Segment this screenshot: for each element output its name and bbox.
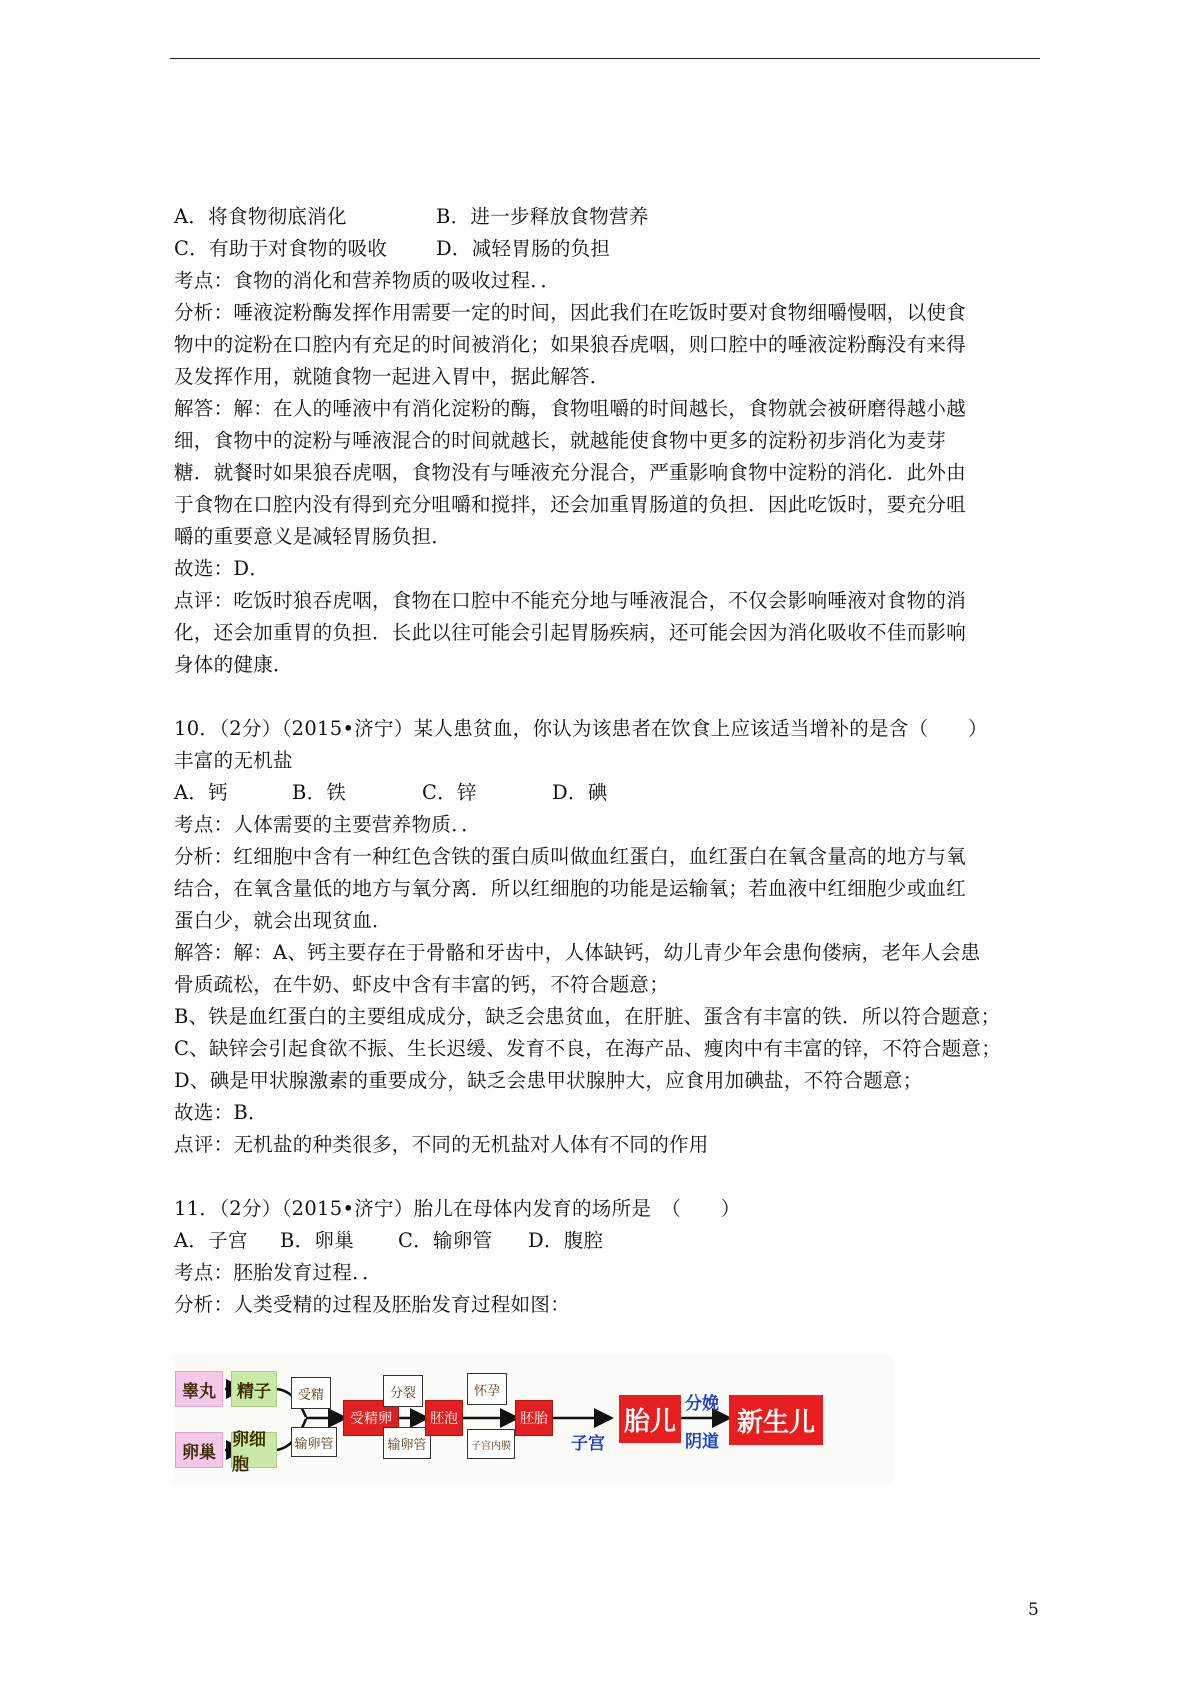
uterus-label: 子宫 (571, 1434, 605, 1454)
division-label-box: 分裂 (383, 1375, 423, 1407)
q9-option-d: D．减轻胃肠的负担 (436, 237, 611, 260)
pregnancy-label-box: 怀孕 (467, 1373, 507, 1405)
fetus-box: 胎儿 (619, 1395, 681, 1443)
q9-option-c: C．有助于对食物的吸收 (174, 237, 388, 260)
uterus-lining-label-box: 子宫内膜 (467, 1429, 515, 1459)
spacer (174, 681, 1040, 713)
q10-options (174, 777, 1040, 809)
q9-analysis-line: 物中的淀粉在口腔内有充足的时间被消化；如果狼吞虎咽，则口腔中的唾液淀粉酶没有来得 (174, 333, 967, 356)
q11-analysis: 分析：人类受精的过程及胚胎发育过程如图： (174, 1293, 571, 1316)
q10-analysis-line: 蛋白少，就会出现贫血． (174, 909, 392, 932)
fertilization-label-box: 受精 (291, 1377, 331, 1409)
header-rule (170, 58, 1040, 59)
q10-answer-line: D、碘是甲状腺激素的重要成分，缺乏会患甲状腺肿大，应食用加碘盐，不符合题意； (174, 1069, 923, 1092)
q10-answer-line: C、缺锌会引起食欲不振、生长迟缓、发育不良，在海产品、瘦肉中有丰富的锌，不符合题意； (174, 1037, 1002, 1060)
q9-answer-line: 嚼的重要意义是减轻胃肠负担． (174, 525, 452, 548)
oviduct-label-box: 输卵管 (291, 1427, 337, 1457)
q10-option-c: C．锌 (422, 781, 477, 804)
q11-options (174, 1225, 1040, 1257)
q10-option-d: D．碘 (552, 781, 608, 804)
q10-analysis-line: 分析：红细胞中含有一种红色含铁的蛋白质叫做血红蛋白，血红蛋白在氧含量高的地方与氧 (174, 845, 967, 868)
q9-answer-line: 于食物在口腔内没有得到充分咀嚼和搅拌，还会加重胃肠道的负担．因此吃饭时，要充分咀 (174, 493, 967, 516)
fertilization-diagram (173, 1355, 893, 1483)
document-body (174, 201, 1040, 1321)
q10-stem-line: 丰富的无机盐 (174, 749, 293, 772)
q11-option-a: A．子宫 (174, 1229, 248, 1252)
q10-answer-line: B、铁是血红蛋白的主要组成成分，缺乏会患贫血，在肝脏、蛋含有丰富的铁．所以符合题意； (174, 1005, 1001, 1028)
egg-box: 卵细胞 (231, 1432, 277, 1468)
q9-comment-line: 化，还会加重胃的负担．长此以往可能会引起胃肠疾病，还可能会因为消化吸收不佳而影响 (174, 621, 967, 644)
vagina-label: 阴道 (685, 1432, 719, 1452)
blastocyst-box: 胚泡 (425, 1400, 463, 1436)
testis-box: 睾丸 (175, 1371, 223, 1407)
q9-options-row-1 (174, 201, 1040, 233)
zygote-box: 受精卵 (343, 1400, 399, 1436)
q10-option-a: A．钙 (174, 781, 228, 804)
q10-option-b: B．铁 (292, 781, 347, 804)
page-number: 5 (1028, 1600, 1039, 1620)
q9-choice: 故选：D． (174, 557, 270, 580)
embryo-box: 胚胎 (515, 1400, 553, 1436)
q10-stem-line: 10．（2分）（2015•济宁）某人患贫血，你认为该患者在饮食上应该适当增补的是含（ ） (174, 717, 988, 740)
q9-comment-line: 身体的健康． (174, 653, 293, 676)
q9-option-b: B．进一步释放食物营养 (436, 205, 649, 228)
q10-answer-line: 解答：解：A、钙主要存在于骨骼和牙齿中，人体缺钙，幼儿青少年会患佝偻病，老年人会患 (174, 941, 981, 964)
q9-option-a: A．将食物彻底消化 (174, 205, 347, 228)
oviduct-label-box-2: 输卵管 (383, 1427, 431, 1459)
q11-option-b: B．卵巢 (280, 1229, 355, 1252)
q10-kaodian: 考点：人体需要的主要营养物质．． (174, 813, 482, 836)
q11-kaodian: 考点：胚胎发育过程．． (174, 1261, 383, 1284)
q9-analysis-line: 及发挥作用，就随食物一起进入胃中，据此解答． (174, 365, 610, 388)
ovary-box: 卵巢 (175, 1432, 223, 1468)
q9-answer-line: 糖．就餐时如果狼吞虎咽，食物没有与唾液充分混合，严重影响食物中淀粉的消化．此外由 (174, 461, 967, 484)
delivery-label: 分娩 (685, 1394, 719, 1414)
q11-option-c: C．输卵管 (398, 1229, 493, 1252)
q11-option-d: D．腹腔 (528, 1229, 604, 1252)
q9-kaodian: 考点：食物的消化和营养物质的吸收过程．． (174, 269, 561, 292)
q9-comment-line: 点评：吃饭时狼吞虎咽，食物在口腔中不能充分地与唾液混合，不仅会影响唾液对食物的消 (174, 589, 967, 612)
q10-comment: 点评：无机盐的种类很多，不同的无机盐对人体有不同的作用 (174, 1133, 709, 1156)
q9-answer-line: 细，食物中的淀粉与唾液混合的时间就越长，就越能使食物中更多的淀粉初步消化为麦芽 (174, 429, 947, 452)
q11-stem: 11．（2分）（2015•济宁）胎儿在母体内发育的场所是 （ ） (174, 1197, 741, 1220)
q9-options-row-2 (174, 233, 1040, 265)
q10-analysis-line: 结合，在氧含量低的地方与氧分离．所以红细胞的功能是运输氧；若血液中红细胞少或血红 (174, 877, 967, 900)
q10-answer-line: 骨质疏松，在牛奶、虾皮中含有丰富的钙，不符合题意； (174, 973, 670, 996)
q9-analysis-line: 分析：唾液淀粉酶发挥作用需要一定的时间，因此我们在吃饭时要对食物细嚼慢咽，以使食 (174, 301, 967, 324)
sperm-box: 精子 (231, 1371, 277, 1407)
newborn-box: 新生儿 (729, 1395, 823, 1445)
q10-choice: 故选：B． (174, 1101, 268, 1124)
spacer (174, 1161, 1040, 1193)
q9-answer-line: 解答：解：在人的唾液中有消化淀粉的酶，食物咀嚼的时间越长，食物就会被研磨得越小越 (174, 397, 967, 420)
